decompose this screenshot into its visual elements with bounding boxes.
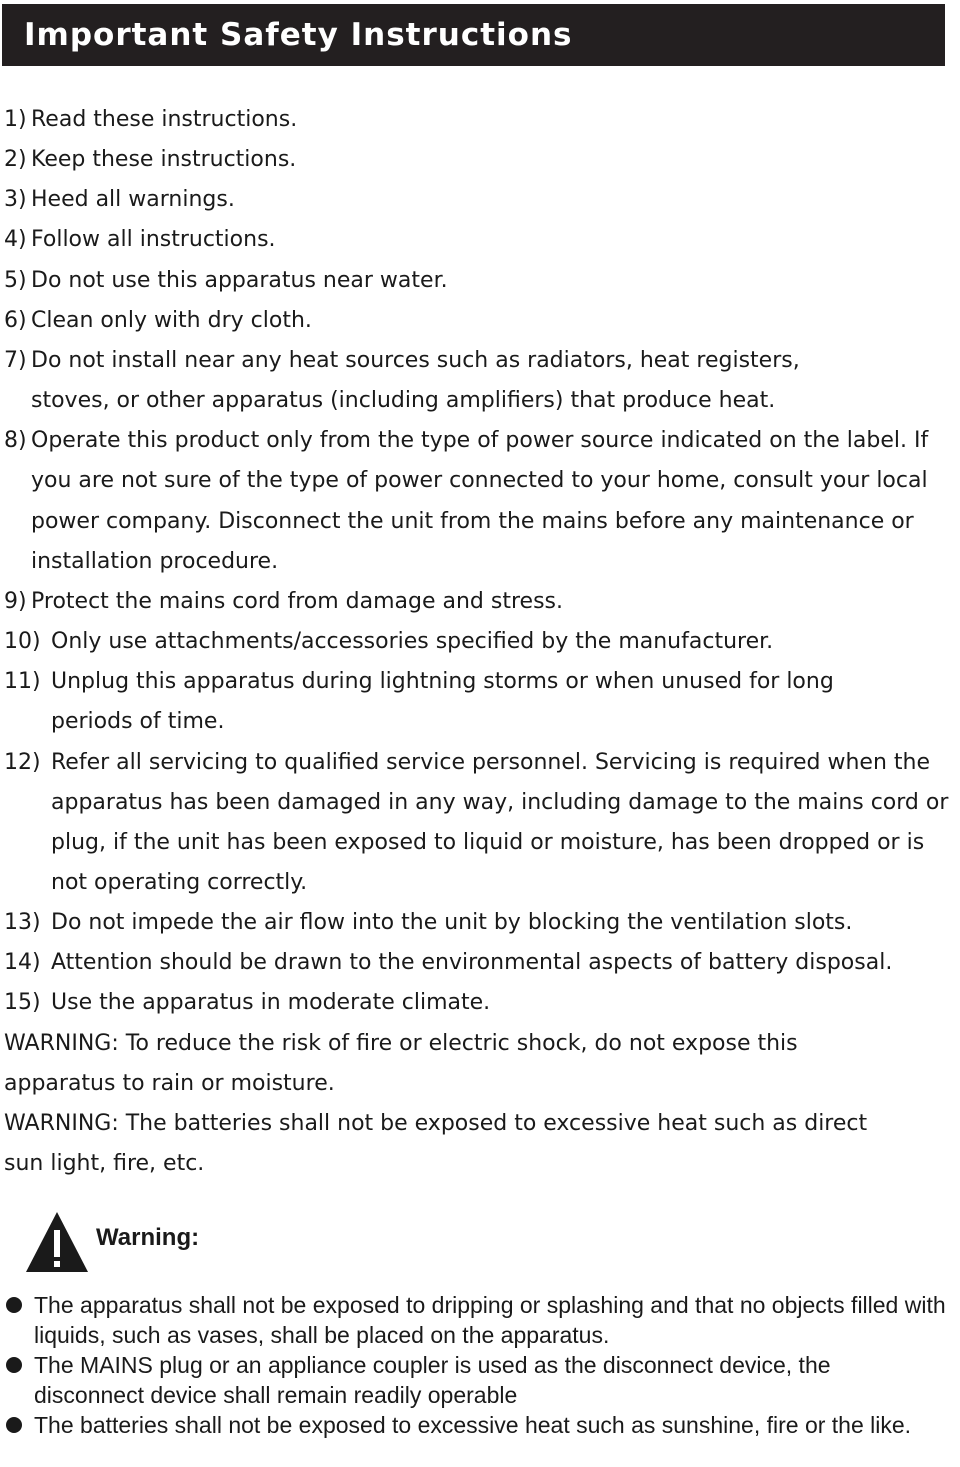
instruction-text: Attention should be drawn to the environmental aspects of battery disposal. bbox=[51, 950, 893, 976]
instruction-text: Protect the mains cord from damage and stress. bbox=[31, 588, 563, 614]
instruction-text: Unplug this apparatus during lightning storms or when unused for long periods of time. bbox=[51, 669, 834, 735]
instruction-item bbox=[4, 301, 959, 341]
warning-paragraph: WARNING: The batteries shall not be exposed to excessive heat such as direct sun light, fire, etc. bbox=[4, 1110, 868, 1177]
instruction-item bbox=[4, 943, 959, 983]
instruction-text: Heed all warnings. bbox=[31, 187, 235, 213]
instruction-text: Read these instructions. bbox=[31, 107, 298, 132]
instruction-item bbox=[4, 903, 959, 943]
instruction-text: Do not install near any heat sources such as radiators, heat registers, stoves, or other apparatus (including amplifiers) that produce heat. bbox=[31, 347, 800, 414]
instruction-text: Refer all servicing to qualified service personnel. Servicing is required when the apparatus has been damaged in any way, including damage to the mains cord or plug, if the unit has been exposed to liquid or moisture, has been dropped or is not operating correctly. bbox=[51, 749, 949, 895]
instruction-item bbox=[4, 220, 959, 260]
instruction-item bbox=[4, 100, 959, 140]
instruction-number: 12) bbox=[4, 749, 41, 775]
instruction-text: Use the apparatus in moderate climate. bbox=[51, 990, 491, 1016]
instruction-number: 3) bbox=[4, 187, 27, 213]
warning-bullet-item bbox=[6, 1410, 946, 1440]
warning-bullet-item bbox=[6, 1350, 946, 1410]
bullet-dot-icon bbox=[6, 1417, 22, 1433]
instruction-number: 14) bbox=[4, 950, 41, 976]
instruction-text: Do not impede the air flow into the unit by blocking the ventilation slots. bbox=[51, 910, 853, 936]
instruction-number: 9) bbox=[4, 588, 27, 614]
warning-bullet-text: The batteries shall not be exposed to excessive heat such as sunshine, fire or the like. bbox=[34, 1412, 912, 1438]
warning-triangle-icon bbox=[24, 1210, 90, 1274]
warning-bullet-list bbox=[6, 1290, 946, 1440]
warning-bullet-text: The apparatus shall not be exposed to dripping or splashing and that no objects filled with liquids, such as vases, shall be placed on the apparatus. bbox=[34, 1292, 946, 1348]
instruction-number: 5) bbox=[4, 267, 27, 293]
instruction-item bbox=[4, 743, 959, 904]
bullet-dot-icon bbox=[6, 1297, 22, 1313]
page-title: Important Safety Instructions bbox=[24, 17, 573, 53]
warning-bullet-text: The MAINS plug or an appliance coupler is used as the disconnect device, the disconnect device shall remain readily operable bbox=[34, 1352, 831, 1408]
warning-paragraph: WARNING: To reduce the risk of fire or electric shock, do not expose this apparatus to rain or moisture. bbox=[4, 1030, 798, 1096]
instruction-number: 15) bbox=[4, 990, 41, 1016]
instruction-number: 1) bbox=[4, 107, 27, 132]
instruction-item bbox=[4, 983, 959, 1023]
instruction-text: Only use attachments/accessories specified by the manufacturer. bbox=[51, 629, 774, 655]
warning-paragraph-item bbox=[4, 1104, 959, 1184]
instruction-number: 4) bbox=[4, 227, 27, 253]
instruction-text: Do not use this apparatus near water. bbox=[31, 267, 448, 293]
instruction-number: 8) bbox=[4, 428, 27, 454]
instruction-number: 11) bbox=[4, 669, 41, 695]
instruction-text: Follow all instructions. bbox=[31, 227, 276, 253]
instruction-item bbox=[4, 140, 959, 180]
instruction-item bbox=[4, 341, 959, 421]
instruction-number: 7) bbox=[4, 347, 27, 373]
bullet-dot-icon bbox=[6, 1357, 22, 1373]
instruction-item bbox=[4, 180, 959, 220]
warning-label: Warning: bbox=[96, 1224, 200, 1251]
instruction-item bbox=[4, 622, 959, 662]
instruction-item bbox=[4, 662, 959, 742]
instruction-number: 6) bbox=[4, 307, 27, 333]
warning-paragraph-item bbox=[4, 1024, 959, 1104]
instruction-number: 2) bbox=[4, 147, 27, 173]
instruction-item bbox=[4, 582, 959, 622]
header-bar bbox=[2, 4, 945, 66]
instruction-text: Clean only with dry cloth. bbox=[31, 307, 312, 333]
instruction-number: 10) bbox=[4, 629, 41, 655]
warning-bullet-item bbox=[6, 1290, 946, 1350]
warning-heading bbox=[24, 1210, 199, 1274]
instruction-item bbox=[4, 261, 959, 301]
instruction-text: Operate this product only from the type of power source indicated on the label. If you are not sure of the type of power connected to your home, consult your local power company. Disconnect the unit from the mains before any maintenance or installation procedure. bbox=[31, 428, 929, 574]
instruction-item bbox=[4, 421, 959, 582]
instruction-text: Keep these instructions. bbox=[31, 147, 297, 173]
instruction-list bbox=[4, 100, 959, 1184]
instruction-number: 13) bbox=[4, 910, 41, 936]
